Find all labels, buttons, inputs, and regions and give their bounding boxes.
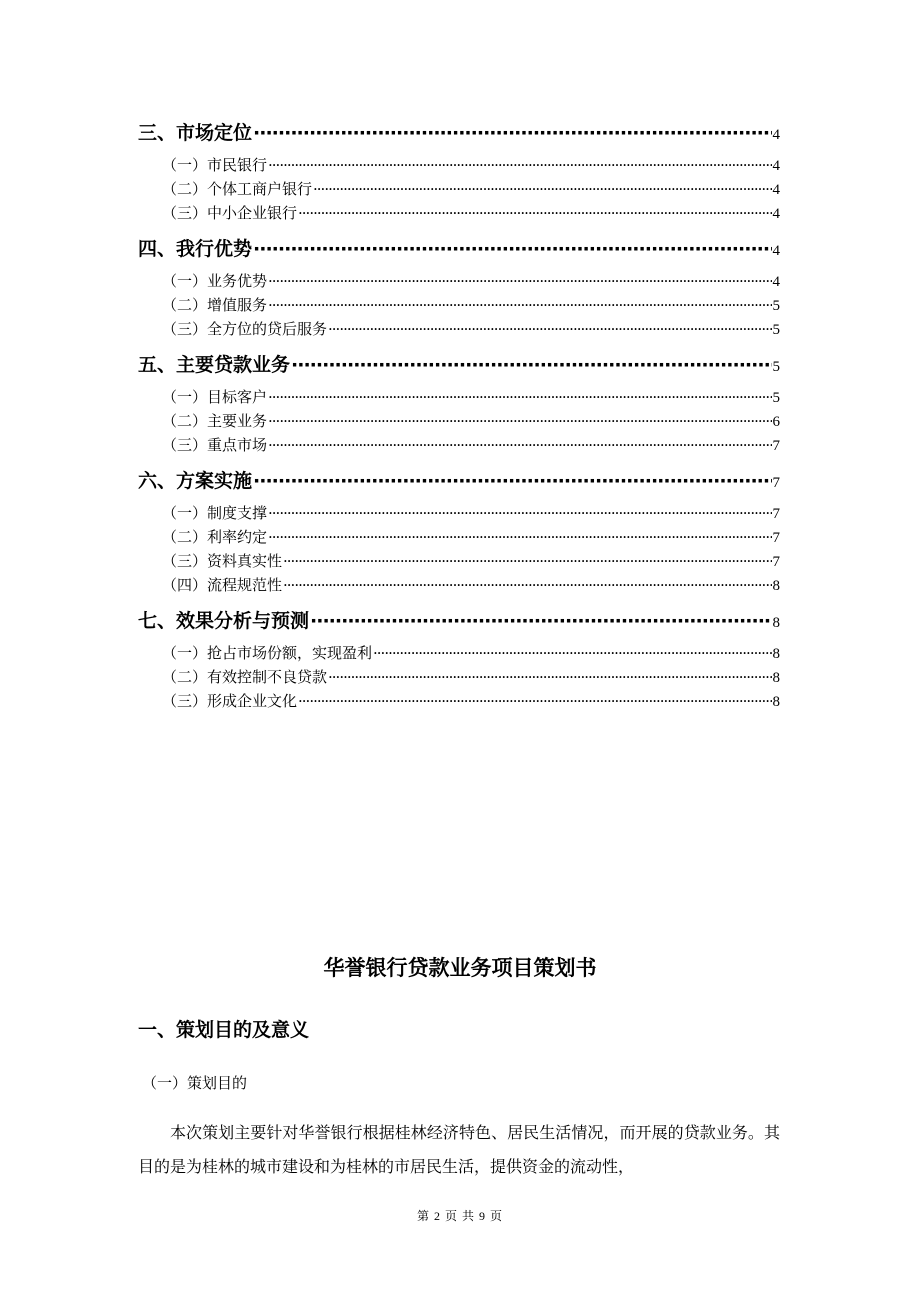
toc-dot-leader (313, 180, 771, 198)
toc-section-entry[interactable] (138, 550, 780, 574)
toc-chapter-entry[interactable] (138, 466, 780, 490)
toc-page-number: 7 (772, 438, 780, 454)
toc-dot-leader (291, 354, 771, 376)
body-paragraph: 本次策划主要针对华誉银行根据桂林经济特色、居民生活情况，而开展的贷款业务。其目的是为桂林的城市建设和为桂林的市居民生活，提供资金的流动性， (138, 1123, 780, 1176)
toc-dot-leader (268, 296, 771, 314)
toc-dot-leader (253, 122, 771, 144)
toc-section-entry[interactable] (138, 434, 780, 458)
toc-dot-leader (268, 412, 771, 430)
toc-dot-leader (268, 156, 771, 174)
toc-section-entry[interactable] (138, 386, 780, 410)
toc-dot-leader (268, 504, 771, 522)
toc-section-entry[interactable] (138, 270, 780, 294)
toc-entry-label: （三）资料真实性 (162, 552, 283, 570)
toc-page-number: 5 (772, 359, 780, 375)
toc-entry-label: （二）增值服务 (162, 296, 268, 314)
toc-page-number: 8 (772, 578, 780, 594)
toc-section-entry[interactable] (138, 690, 780, 714)
toc-page-number: 6 (772, 414, 780, 430)
table-of-contents (138, 118, 780, 714)
toc-section-entry[interactable] (138, 294, 780, 318)
toc-page-number: 4 (772, 182, 780, 198)
toc-entry-label: （二）利率约定 (162, 528, 268, 546)
toc-dot-leader (283, 576, 771, 594)
toc-dot-leader (253, 470, 771, 492)
toc-chapter-entry[interactable] (138, 118, 780, 142)
toc-page-number: 7 (772, 475, 780, 491)
toc-entry-label: （一）制度支撑 (162, 504, 268, 522)
toc-dot-leader (268, 388, 771, 406)
toc-section-entry[interactable] (138, 178, 780, 202)
toc-section-entry[interactable] (138, 666, 780, 690)
toc-dot-leader (373, 644, 771, 662)
toc-entry-label: （四）流程规范性 (162, 576, 283, 594)
toc-page-number: 7 (772, 530, 780, 546)
toc-page-number: 4 (772, 127, 780, 143)
toc-dot-leader (328, 668, 771, 686)
toc-dot-leader (268, 436, 771, 454)
toc-page-number: 4 (772, 206, 780, 222)
toc-section-entry[interactable] (138, 642, 780, 666)
toc-entry-label: （一）抢占市场份额，实现盈利 (162, 644, 373, 662)
toc-dot-leader (283, 552, 771, 570)
toc-page-number: 4 (772, 243, 780, 259)
section-heading: 一、策划目的及意义 (138, 1019, 310, 1041)
toc-section-entry[interactable] (138, 410, 780, 434)
toc-page-number: 8 (772, 646, 780, 662)
toc-dot-leader (298, 692, 771, 710)
toc-entry-label: （二）主要业务 (162, 412, 268, 430)
toc-entry-label: 六、方案实施 (138, 470, 253, 492)
document-title: 华誉银行贷款业务项目策划书 (323, 956, 597, 980)
page-footer: 第 2 页 共 9 页 (416, 1209, 503, 1223)
toc-page-number: 7 (772, 554, 780, 570)
toc-entry-label: 五、主要贷款业务 (138, 354, 291, 376)
toc-chapter-entry[interactable] (138, 350, 780, 374)
toc-dot-leader (298, 204, 771, 222)
toc-entry-label: （三）中小企业银行 (162, 204, 298, 222)
toc-entry-label: （三）全方位的贷后服务 (162, 320, 328, 338)
toc-page-number: 4 (772, 158, 780, 174)
subsection-heading: （一）策划目的 (142, 1074, 248, 1092)
toc-section-entry[interactable] (138, 526, 780, 550)
toc-entry-label: （一）市民银行 (162, 156, 268, 174)
toc-page-number: 5 (772, 322, 780, 338)
toc-page-number: 7 (772, 506, 780, 522)
toc-page-number: 8 (772, 694, 780, 710)
toc-chapter-entry[interactable] (138, 234, 780, 258)
toc-section-entry[interactable] (138, 202, 780, 226)
toc-section-entry[interactable] (138, 154, 780, 178)
toc-entry-label: （一）目标客户 (162, 388, 268, 406)
toc-entry-label: （二）有效控制不良贷款 (162, 668, 328, 686)
toc-page-number: 8 (772, 670, 780, 686)
toc-section-entry[interactable] (138, 502, 780, 526)
toc-entry-label: 七、效果分析与预测 (138, 610, 310, 632)
toc-page-number: 4 (772, 274, 780, 290)
toc-page-number: 8 (772, 615, 780, 631)
toc-chapter-entry[interactable] (138, 606, 780, 630)
toc-entry-label: （三）形成企业文化 (162, 692, 298, 710)
toc-entry-label: 三、市场定位 (138, 122, 253, 144)
toc-dot-leader (253, 238, 771, 260)
toc-entry-label: （二）个体工商户银行 (162, 180, 313, 198)
toc-entry-label: （三）重点市场 (162, 436, 268, 454)
toc-entry-label: 四、我行优势 (138, 238, 253, 260)
toc-entry-label: （一）业务优势 (162, 272, 268, 290)
toc-dot-leader (268, 528, 771, 546)
toc-section-entry[interactable] (138, 318, 780, 342)
toc-dot-leader (328, 320, 771, 338)
toc-page-number: 5 (772, 390, 780, 406)
toc-section-entry[interactable] (138, 574, 780, 598)
toc-page-number: 5 (772, 298, 780, 314)
toc-dot-leader (268, 272, 771, 290)
toc-dot-leader (310, 610, 771, 632)
